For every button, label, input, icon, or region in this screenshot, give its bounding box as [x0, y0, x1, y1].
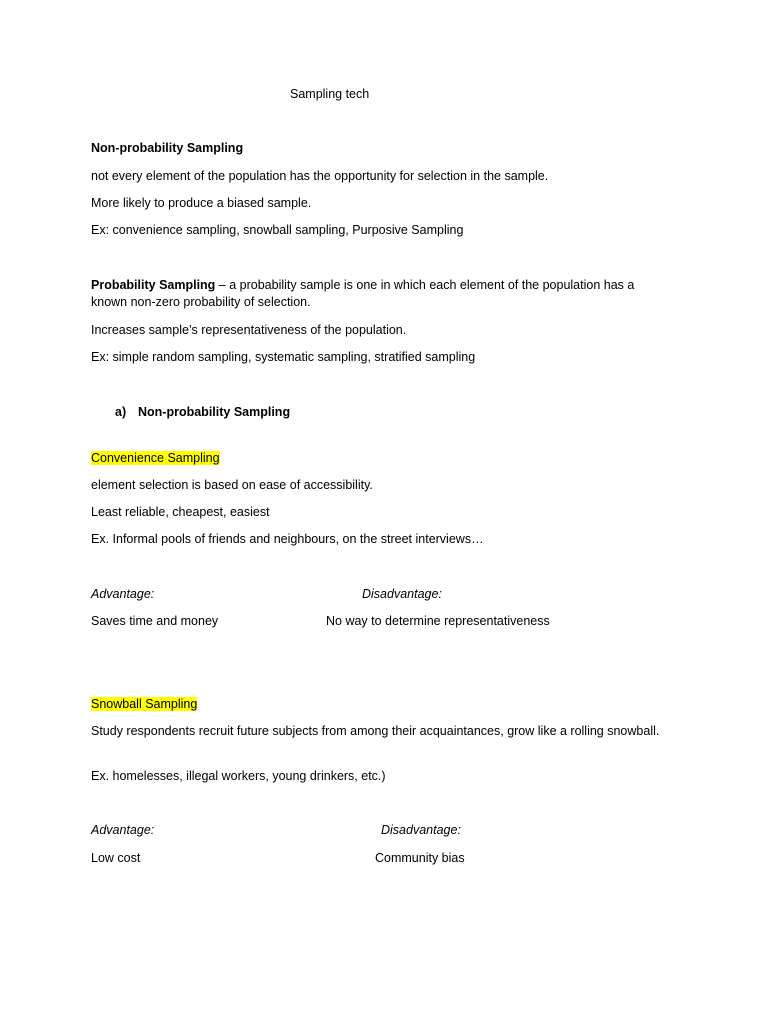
convenience-reliability: Least reliable, cheapest, easiest [91, 505, 270, 519]
prob-definition: – a probability sample is one in which each element of the population has a known non-zero probability of selection. [91, 278, 635, 309]
snowball-disadvantage-label: Disadvantage: [381, 823, 461, 837]
prob-representativeness: Increases sample’s representativeness of the population. [91, 323, 407, 337]
prob-paragraph [91, 277, 661, 311]
section-a-label: Non-probability Sampling [138, 405, 291, 419]
nonprob-bias: More likely to produce a biased sample. [91, 196, 312, 210]
nonprob-definition: not every element of the population has the opportunity for selection in the sample. [91, 169, 549, 183]
prob-examples: Ex: simple random sampling, systematic sampling, stratified sampling [91, 350, 476, 364]
nonprob-heading: Non-probability Sampling [91, 141, 244, 155]
snowball-examples: Ex. homelesses, illegal workers, young drinkers, etc.) [91, 769, 386, 783]
snowball-advantage: Low cost [91, 851, 141, 865]
convenience-heading: Convenience Sampling [91, 451, 220, 465]
document-title: Sampling tech [290, 87, 370, 101]
snowball-disadvantage: Community bias [375, 851, 465, 865]
section-a-marker: a) [115, 405, 127, 419]
snowball-definition: Study respondents recruit future subjects from among their acquaintances, grow like a rolling snowball. [91, 724, 660, 738]
convenience-examples: Ex. Informal pools of friends and neighbours, on the street interviews… [91, 532, 484, 546]
snowball-heading-line [91, 696, 197, 713]
snowball-heading: Snowball Sampling [91, 697, 198, 711]
prob-heading: Probability Sampling [91, 278, 216, 292]
convenience-definition: element selection is based on ease of accessibility. [91, 478, 373, 492]
nonprob-examples: Ex: convenience sampling, snowball sampling, Purposive Sampling [91, 223, 464, 237]
snowball-advantage-label: Advantage: [91, 823, 155, 837]
convenience-advantage-label: Advantage: [91, 587, 155, 601]
convenience-heading-line [91, 450, 220, 467]
convenience-advantage: Saves time and money [91, 614, 219, 628]
convenience-disadvantage-label: Disadvantage: [362, 587, 442, 601]
convenience-disadvantage: No way to determine representativeness [326, 614, 550, 628]
